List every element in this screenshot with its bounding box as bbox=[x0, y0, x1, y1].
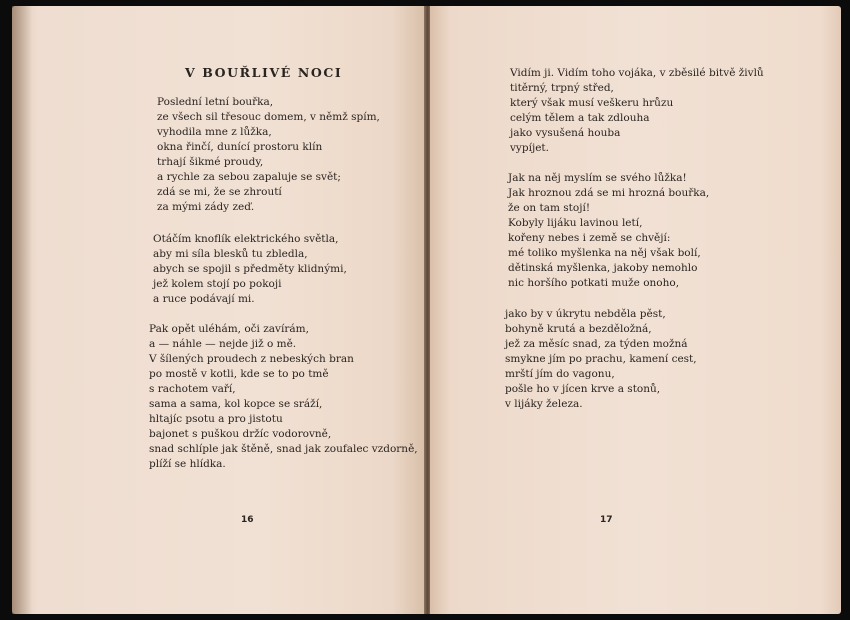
left-page bbox=[12, 6, 425, 614]
poem-line: Vidím ji. Vidím toho vojáka, v zběsilé bitvě živlů bbox=[510, 67, 764, 79]
stanza-2 bbox=[508, 171, 709, 291]
poem-line: že on tam stojí! bbox=[508, 202, 591, 214]
poem-line: bohyně krutá a bezděložná, bbox=[505, 323, 652, 335]
poem-line: v lijáky železa. bbox=[505, 398, 583, 410]
poem-line: jako by v úkrytu nebděla pěst, bbox=[505, 308, 666, 320]
poem-line: celým tělem a tak zdlouha bbox=[510, 112, 650, 124]
poem-line: a — náhle — nejde již o mě. bbox=[149, 338, 297, 350]
poem-line: mrští jím do vagonu, bbox=[505, 368, 615, 380]
poem-line: ze všech sil třesouc domem, v němž spím, bbox=[157, 111, 380, 123]
poem-line: smykne jím po prachu, kamení cest, bbox=[505, 353, 697, 365]
poem-line: titěrný, trpný střed, bbox=[510, 82, 614, 94]
poem-line: s rachotem vaří, bbox=[149, 383, 236, 395]
poem-line: pošle ho v jícen krve a stonů, bbox=[505, 383, 661, 395]
poem-line: a rychle za sebou zapaluje se svět; bbox=[157, 171, 341, 183]
poem-line: který však musí veškeru hrůzu bbox=[510, 97, 674, 109]
poem-line: po mostě v kotli, kde se to po tmě bbox=[149, 368, 329, 380]
poem-line: a ruce podávají mi. bbox=[153, 293, 255, 305]
poem-line: Jak hroznou zdá se mi hrozná bouřka, bbox=[508, 187, 710, 199]
poem-line: dětinská myšlenka, jakoby nemohlo bbox=[508, 262, 698, 274]
poem-line: Poslední letní bouřka, bbox=[157, 96, 274, 108]
stanza-2 bbox=[153, 232, 347, 307]
page-edge-shadow bbox=[12, 6, 32, 614]
poem-line: za mými zády zeď. bbox=[157, 201, 255, 213]
poem-line: hltajíc psotu a pro jistotu bbox=[149, 413, 283, 425]
poem-line: okna řinčí, dunící prostoru klín bbox=[157, 141, 323, 153]
poem-line: plíží se hlídka. bbox=[149, 458, 226, 470]
page-number: 16 bbox=[241, 515, 254, 525]
poem-line: aby mi síla blesků tu zbledla, bbox=[153, 248, 308, 260]
poem-line: jako vysušená houba bbox=[510, 127, 621, 139]
poem-line: nic horšího potkati muže onoho, bbox=[508, 277, 680, 289]
right-page bbox=[430, 6, 841, 614]
poem-line: jež kolem stojí po pokoji bbox=[153, 278, 282, 290]
poem-line: vyhodila mne z lůžka, bbox=[157, 126, 272, 138]
poem-line: Jak na něj myslím se svého lůžka! bbox=[508, 172, 687, 184]
poem-line: trhají šikmé proudy, bbox=[157, 156, 264, 168]
poem-line: snad schlíple jak štěně, snad jak zoufalec vzdorně, bbox=[149, 443, 418, 455]
stanza-1 bbox=[510, 66, 764, 156]
poem-line: Kobyly lijáku lavinou letí, bbox=[508, 217, 643, 229]
page-number: 17 bbox=[600, 515, 613, 525]
poem-line: bajonet s puškou držíc vodorovně, bbox=[149, 428, 332, 440]
stanza-1 bbox=[157, 95, 380, 215]
poem-line: vypíjet. bbox=[510, 142, 549, 154]
poem-line: abych se spojil s předměty klidnými, bbox=[153, 263, 347, 275]
poem-line: jež za měsíc snad, za týden možná bbox=[505, 338, 688, 350]
stanza-3 bbox=[505, 307, 697, 412]
poem-line: Pak opět uléhám, oči zavírám, bbox=[149, 323, 309, 335]
poem-line: sama a sama, kol kopce se sráží, bbox=[149, 398, 323, 410]
poem-title: V BOUŘLIVÉ NOCI bbox=[185, 65, 343, 80]
poem-line: kořeny nebes i země se chvějí: bbox=[508, 232, 671, 244]
poem-line: zdá se mi, že se zhroutí bbox=[157, 186, 282, 198]
poem-line: V šílených proudech z nebeských bran bbox=[149, 353, 354, 365]
stanza-3 bbox=[149, 322, 418, 472]
poem-line: Otáčím knoflík elektrického světla, bbox=[153, 233, 339, 245]
poem-line: mé toliko myšlenka na něj však bolí, bbox=[508, 247, 701, 259]
